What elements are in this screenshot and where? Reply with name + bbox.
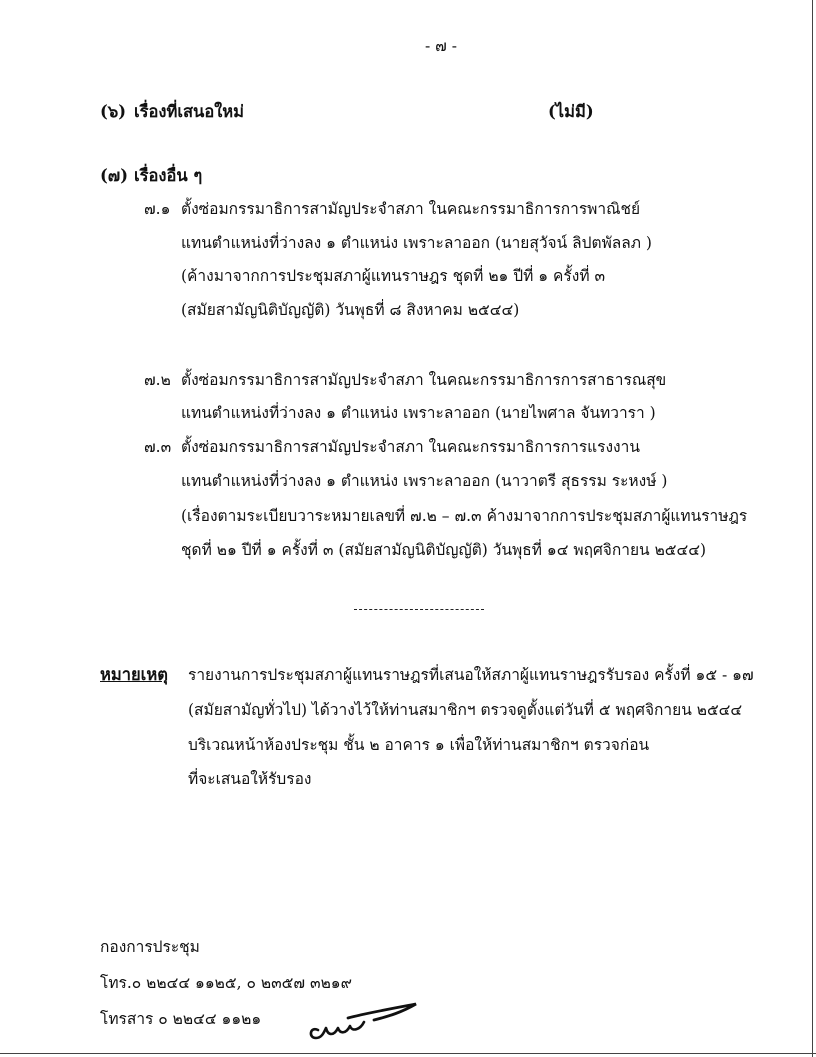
note-line: ที่จะเสนอให้รับรอง	[188, 770, 312, 788]
item-7-3-number: ๗.๓	[144, 438, 172, 456]
section6-title: เรื่องที่เสนอใหม่	[134, 102, 245, 121]
page-number: - ๗ -	[425, 37, 457, 55]
item-7-2-number: ๗.๒	[144, 371, 171, 389]
footer-office: กองการประชุม	[100, 938, 200, 956]
section6-label: (๖)	[100, 102, 127, 121]
item-7-3-line: แทนตำแหน่งที่ว่างลง ๑ ตำแหน่ง เพราะลาออก (นาวาตรี สุธรรม ระหงษ์ )	[181, 472, 668, 490]
footer-fax: โทรสาร ๐ ๒๒๔๔ ๑๑๒๑	[100, 1010, 262, 1028]
section6-status: (ไม่มี)	[548, 102, 594, 121]
divider-text: ------------------------	[354, 609, 363, 610]
note-label: หมายเหตุ	[100, 665, 168, 684]
footer-phone: โทร.๐ ๒๒๔๔ ๑๑๒๕, ๐ ๒๓๕๗ ๓๒๑๙	[100, 974, 353, 992]
item-7-1-line: (ค้างมาจากการประชุมสภาผู้แทนราษฎร ชุดที่ ๒๑ ปีที่ ๑ ครั้งที่ ๓	[181, 267, 606, 285]
note-line: บริเวณหน้าห้องประชุม ชั้น ๒ อาคาร ๑ เพื่อให้ท่านสมาชิกฯ ตรวจก่อน	[188, 736, 650, 754]
note-line: รายงานการประชุมสภาผู้แทนราษฎรที่เสนอให้สภาผู้แทนราษฎรรับรอง ครั้งที่ ๑๕ - ๑๗	[188, 666, 754, 684]
scan-right-edge	[812, 0, 813, 1057]
handwritten-signature	[304, 1000, 424, 1046]
item-7-2-line: แทนตำแหน่งที่ว่างลง ๑ ตำแหน่ง เพราะลาออก (นายไพศาล จันทวารา )	[181, 404, 656, 422]
item-7-1-number: ๗.๑	[144, 200, 171, 218]
item-7-3-line: ชุดที่ ๒๑ ปีที่ ๑ ครั้งที่ ๓ (สมัยสามัญนิติบัญญัติ) วันพุธที่ ๑๔ พฤศจิกายน ๒๕๔๔)	[181, 541, 707, 559]
section7-label: (๗)	[100, 166, 129, 185]
item-7-3-line: ตั้งซ่อมกรรมาธิการสามัญประจำสภา ในคณะกรรมาธิการการแรงงาน	[181, 438, 640, 456]
item-7-1-line: (สมัยสามัญนิติบัญญัติ) วันพุธที่ ๘ สิงหาคม ๒๕๔๔)	[181, 301, 520, 319]
scan-bottom-edge	[0, 1053, 816, 1054]
item-7-2-line: ตั้งซ่อมกรรมาธิการสามัญประจำสภา ในคณะกรรมาธิการการสาธารณสุข	[181, 371, 667, 389]
section7-title: เรื่องอื่น ๆ	[134, 166, 203, 185]
note-line: (สมัยสามัญทั่วไป) ได้วางไว้ให้ท่านสมาชิกฯ ตรวจดูตั้งแต่วันที่ ๕ พฤศจิกายน ๒๕๔๔	[188, 701, 743, 719]
item-7-1-line: ตั้งซ่อมกรรมาธิการสามัญประจำสภา ในคณะกรรมาธิการการพาณิชย์	[181, 200, 641, 218]
item-7-3-line: (เรื่องตามระเบียบวาระหมายเลขที่ ๗.๒ – ๗.๓ ค้างมาจากการประชุมสภาผู้แทนราษฎร	[181, 507, 748, 525]
item-7-1-line: แทนตำแหน่งที่ว่างลง ๑ ตำแหน่ง เพราะลาออก (นายสุวัจน์ ลิปตพัลลภ )	[181, 234, 652, 252]
section-divider	[354, 609, 484, 610]
